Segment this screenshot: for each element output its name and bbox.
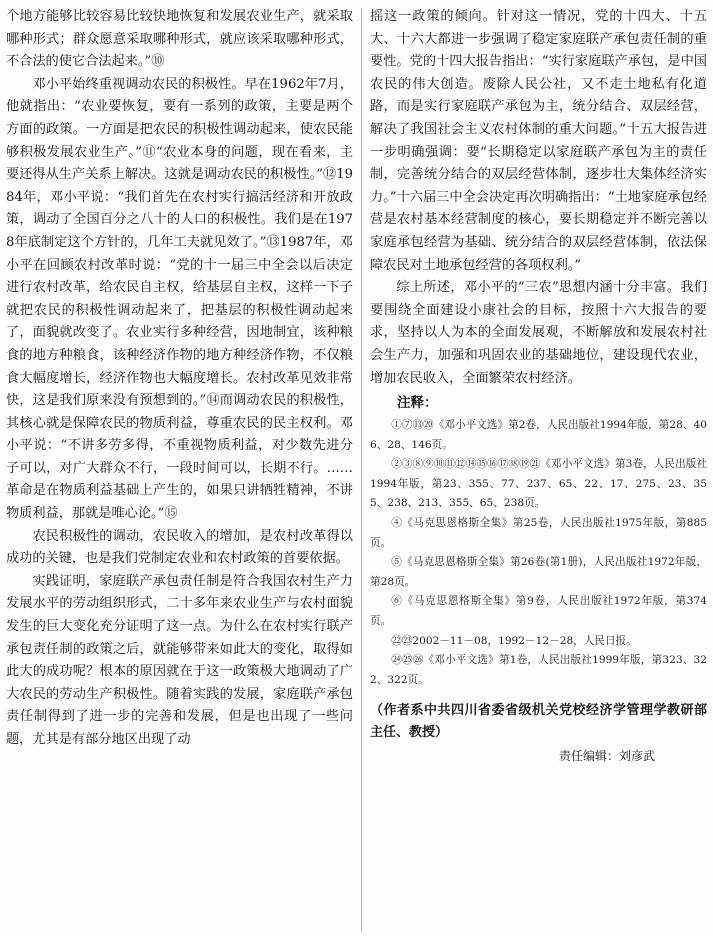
note-item: ②③⑧⑨⑩⑪⑫⑭⑮⑯⑰⑱⑲㉑《邓小平文选》第3卷，人民出版社1994年版，第23、355、77、237、65、22、17、275、23、355、238、213、355、65、238页。 <box>370 458 707 510</box>
note-item: ④《马克思恩格斯全集》第25卷，人民出版社1975年版，第885页。 <box>370 517 707 549</box>
paragraph: 摇这一政策的倾向。针对这一情况，党的十四大、十五大、十六大都进一步强调了稳定家庭联产承包责任制的重要性。党的十四大报告指出：“实行家庭联产承包，是中国农民的伟大创造。废除人民公社，又不走土地私有化道路，而是实行家庭联产承包为主，统分结合、双层经营，解决了我国社会主义农村体制的重大问题。”十五大报告进一步明确强调：要“长期稳定以家庭联产承包为主的责任制，完善统分结合的双层经营体制，逐步壮大集体经济实力。”十六届三中全会决定再次明确指出：“土地家庭承包经营是农村基本经营制度的核心，要长期稳定并不断完善以家庭承包经营为基础、统分结合的双层经营体制，依法保障农民对土地承包经营的各项权利。” <box>370 9 707 273</box>
column-divider <box>361 8 362 932</box>
paragraph: 农民积极性的调动，农民收入的增加，是农村改革得以成功的关键，也是我们党制定农业和农村政策的首要依据。 <box>6 528 353 567</box>
note-item: ㉔㉕㉖《邓小平文选》第1卷，人民出版社1999年版，第323、322、322页。 <box>370 654 707 686</box>
note-item: ⑥《马克思恩格斯全集》第9卷，人民出版社1972年版，第374页。 <box>370 595 707 628</box>
paragraph: 个地方能够比较容易比较快地恢复和发展农业生产，就采取哪种形式；群众愿意采取哪种形式，就应该采取哪种形式，不合法的使它合法起来。”⑩ <box>6 9 353 70</box>
author-note: （作者系中共四川省委省级机关党校经济学管理学教研部主任、教授） <box>370 703 707 741</box>
note-item: ①⑦⑬⑳《邓小平文选》第2卷，人民出版社1994年版，第28、406、28、146页。 <box>370 419 707 451</box>
paragraph: 综上所述，邓小平的“三农”思想内涵十分丰富。我们要围绕全面建设小康社会的目标，按照十六大报告的要求，坚持以人为本的全面发展观，不断解放和发展农村社会生产力，加强和巩固农业的基础地位，建设现代农业，增加农民收入，全面繁荣农村经济。 <box>370 280 707 386</box>
paragraph: 实践证明，家庭联产承包责任制是符合我国农村生产力发展水平的劳动组织形式，二十多年来农业生产与农村面貌发生的巨大变化充分证明了这一点。为什么在农村实行联产承包责任制的政策之后，就能够带来如此大的变化，取得如此大的成功呢？根本的原因就在于这一政策极大地调动了广大农民的劳动生产积极性。随着实践的发展，家庭联产承包责任制得到了进一步的完善和发展，但是也出现了一些问题，尤其是有部分地区出现了动 <box>6 573 353 747</box>
notes-heading: 注释： <box>397 395 438 412</box>
note-item: ㉒㉓2002－11－08，1992－12－28，人民日报。 <box>391 634 637 647</box>
responsible-editor: 责任编辑：刘彦武 <box>558 749 655 764</box>
note-item: ⑤《马克思恩格斯全集》第26卷(第1册)，人民出版社1972年版，第28页。 <box>370 556 707 588</box>
notes-list <box>370 416 707 690</box>
left-column <box>6 6 353 752</box>
paragraph: 邓小平始终重视调动农民的积极性。早在1962年7月，他就指出：“农业要恢复，要有一系列的政策，主要是两个方面的政策。一方面是把农民的积极性调动起来，使农民能够积极发展农业生产。”⑪“农业本身的问题，现在看来，主要还得从生产关系上解决。这就是调动农民的积极性。”⑫1984年，邓小平说：“我们首先在农村实行搞活经济和开放政策，调动了全国百分之八十的人口的积极性。我们是在1978年底制定这个方针的，几年工夫就见效了。”⑬1987年，邓小平在回顾农村改革时说：“党的十一届三中全会以后决定进行农村改革，给农民自主权，给基层自主权，这样一下子就把农民的积极性调动起来了，把基层的积极性调动起来了，面貌就改变了。农业实行多种经营，因地制宜，该种粮食的地方种粮食，该种经济作物的地方种经济作物，不仅粮食大幅度增长，经济作物也大幅度增长。农村改革见效非常快，这是我们原来没有预想到的。”⑭而调动农民的积极性，其核心就是保障农民的物质利益，尊重农民的民主权利。邓小平说：“不讲多劳多得，不重视物质利益，对少数先进分子可以，对广大群众不行，一段时间可以，长期不行。……革命是在物质利益基础上产生的，如果只讲牺牲精神，不讲物质利益，那就是唯心论。”⑮ <box>6 76 353 522</box>
right-column <box>370 6 707 766</box>
